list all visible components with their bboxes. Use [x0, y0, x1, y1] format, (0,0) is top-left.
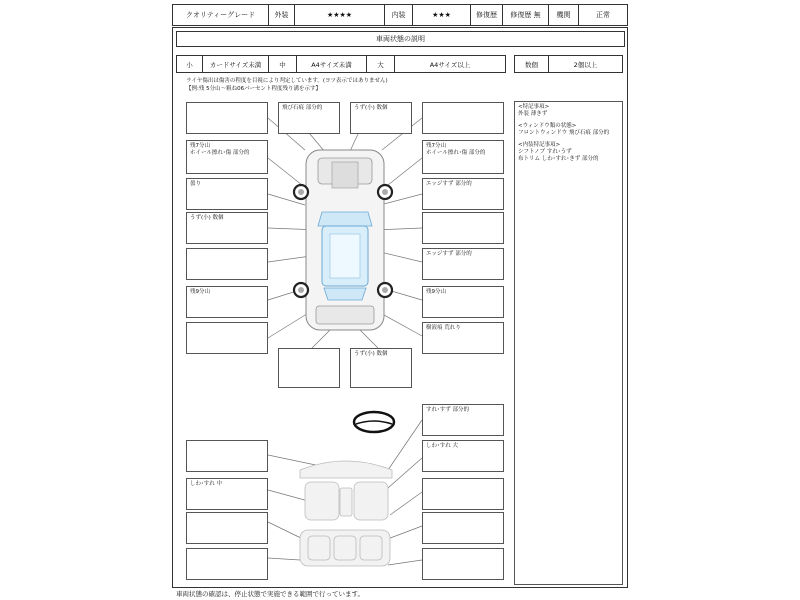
- damage-box-right-6: 残9分山: [422, 286, 504, 318]
- damage-box-bottom-mid-right: うず(小) 数個: [350, 348, 412, 388]
- remarks-text-fabric-trim: 布トリム しわ･すれ･きず 部分的: [518, 156, 599, 162]
- damage-box-right-2: 残7分山 ホイール擦れ･傷 部分的: [422, 140, 504, 174]
- interior-box-right-5: [422, 548, 504, 580]
- remarks-heading-windows: <ウィンドウ類の状態>: [518, 123, 577, 129]
- remarks-heading-special: <特記事項>: [518, 104, 550, 110]
- size-small-label: 小: [177, 56, 203, 72]
- damage-box-right-7: 樹液痕 荒れり: [422, 322, 504, 354]
- repair-history-value: 修復歴 無: [503, 5, 549, 25]
- size-medium-label: 中: [269, 56, 297, 72]
- interior-box-right-3: [422, 478, 504, 510]
- remarks-text-shift-knob: シフトノブ すれ･うず: [518, 149, 572, 155]
- damage-box-bottom-mid-left: [278, 348, 340, 388]
- interior-box-left-3: [186, 512, 268, 544]
- size-large-label: 大: [367, 56, 395, 72]
- damage-box-left-3: 曇り: [186, 178, 268, 210]
- interior-box-left-2: しわ･すれ 中: [186, 478, 268, 510]
- page-title: 車両状態の説明: [176, 31, 625, 47]
- damage-box-right-1: [422, 102, 504, 134]
- damage-box-right-3: エッジすず 部分的: [422, 178, 504, 210]
- exterior-stars: ★★★★: [295, 5, 385, 25]
- interior-box-right-1: すれ･すず 部分的: [422, 404, 504, 436]
- damage-box-right-5: エッジすず 部分的: [422, 248, 504, 280]
- remarks-text-windows: フロントウィンドウ 飛び石痕 部分的: [518, 130, 610, 136]
- size-medium-desc: A4サイズ未満: [297, 56, 367, 72]
- repair-history-label: 修復歴: [471, 5, 503, 25]
- steering-wheel-icon: [354, 412, 394, 432]
- damage-box-top-mid-right: うず(小) 数個: [350, 102, 412, 134]
- count-value: 2個以上: [573, 60, 598, 69]
- damage-box-left-7: [186, 322, 268, 354]
- remarks-text-special: 外装 薄きず: [518, 111, 548, 117]
- damage-box-left-2: 残7分山 ホイール擦れ･傷 部分的: [186, 140, 268, 174]
- damage-box-top-mid-left: 飛び石痕 部分的: [278, 102, 340, 134]
- quality-grade-label: クオリティーグレード: [173, 5, 269, 25]
- interior-box-left-4: [186, 548, 268, 580]
- engine-value: 正常: [596, 11, 610, 19]
- car-top-view: [294, 150, 392, 330]
- tire-note-example: 【例:残 5分山～粗ね06パーセント程度残り溝を示す】: [186, 86, 321, 92]
- damage-box-left-1: [186, 102, 268, 134]
- interior-box-right-4: [422, 512, 504, 544]
- interior-box-left-1: [186, 440, 268, 472]
- footer-note: 車両状態の確認は、停止状態で実施できる範囲で行っています。: [176, 590, 364, 598]
- interior-label: 内装: [385, 5, 413, 25]
- damage-box-left-5: [186, 248, 268, 280]
- engine-label: 機関: [549, 5, 579, 25]
- remarks-heading-interior: <内装特記事項>: [518, 142, 561, 148]
- size-small-desc: カードサイズ未満: [203, 56, 269, 72]
- tire-note: ライヤ傷出は傷害の程度を目視により判定しています。(ヨツ表示ではありません): [186, 78, 388, 84]
- interior-box-right-2: しわ･すれ 大: [422, 440, 504, 472]
- damage-box-right-4: [422, 212, 504, 244]
- count-label: 数個: [515, 56, 549, 72]
- damage-box-left-4: うず(小) 数個: [186, 212, 268, 244]
- size-large-desc: A4サイズ以上: [429, 60, 471, 69]
- car-interior-view: [300, 461, 392, 566]
- interior-stars: ★★★: [413, 5, 471, 25]
- remarks-panel: [514, 101, 623, 585]
- exterior-label: 外装: [269, 5, 295, 25]
- damage-box-left-6: 残9分山: [186, 286, 268, 318]
